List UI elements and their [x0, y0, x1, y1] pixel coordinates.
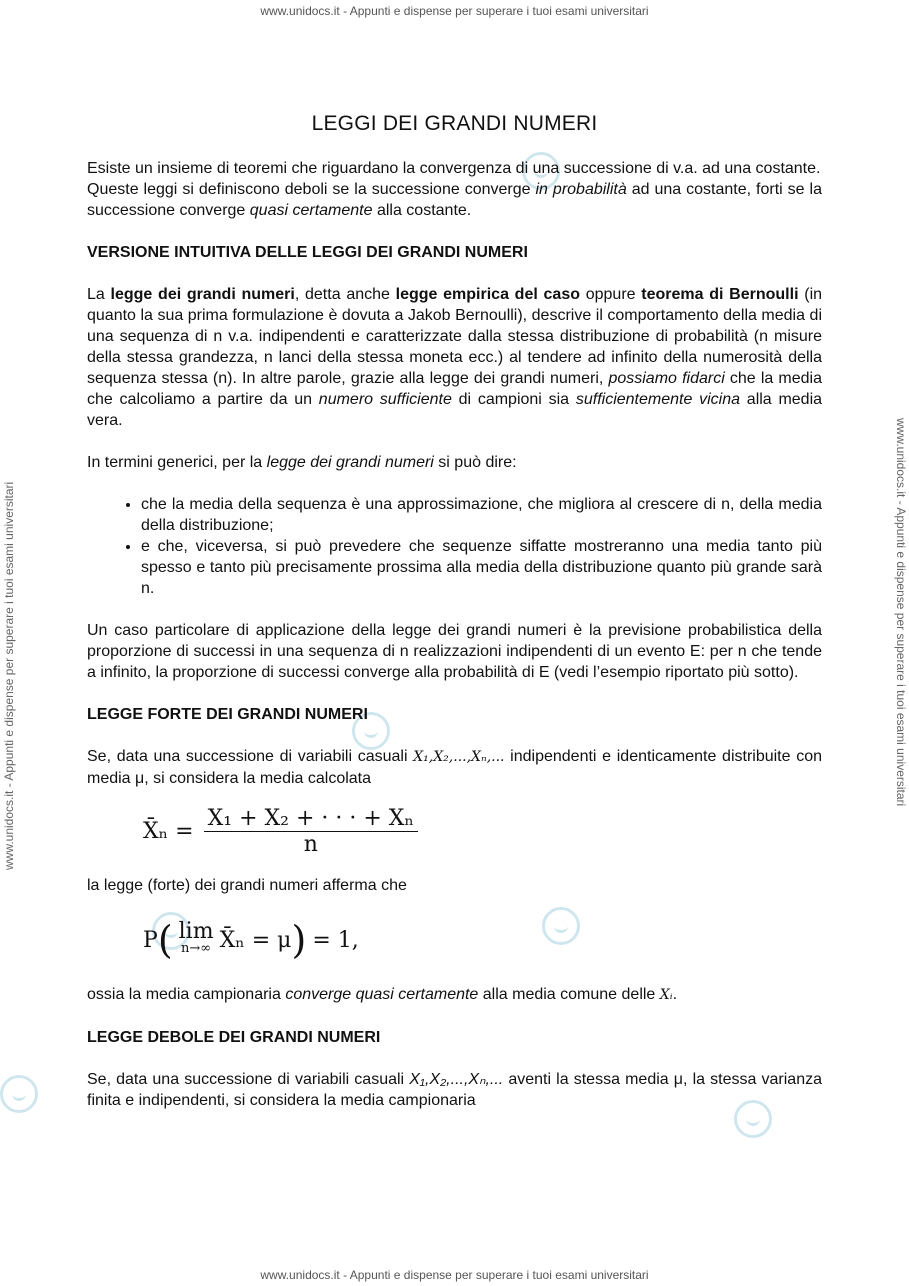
document-body — [87, 110, 822, 1132]
section2-paragraph-3: ossia la media campionaria converge quasi certamente alla media comune delle Xᵢ. — [87, 986, 678, 1003]
watermark-bottom: www.unidocs.it - Appunti e dispense per superare i tuoi esami universitari — [260, 1268, 649, 1282]
bullet-list — [87, 494, 822, 599]
list-item: • che la media della sequenza è una approssimazione, che migliora al crescere di n, della media della distribuzione; — [141, 494, 822, 536]
section-heading-intuitive: VERSIONE INTUITIVA DELLE LEGGI DEI GRANDI NUMERI — [87, 244, 528, 261]
section-heading-strong-law: LEGGE FORTE DEI GRANDI NUMERI — [87, 706, 368, 723]
watermark-right: www.unidocs.it - Appunti e dispense per superare i tuoi esami universitari — [894, 418, 908, 807]
section1-paragraph-3: Un caso particolare di applicazione della legge dei grandi numeri è la previsione probabilistica della proporzione di successi in una sequenza di n realizzazioni indipendenti di un evento E: per n che tende a infinito, la proporzione di successi converge alla probabilità di E (vedi l’esempio riportato più sotto). — [87, 622, 822, 681]
section1-paragraph-2: In termini generici, per la legge dei grandi numeri si può dire: — [87, 454, 517, 471]
list-item: • e che, viceversa, si può prevedere che sequenze siffatte mostreranno una media tanto più spesso e tanto più precisamente prossima alla media della distribuzione quanto più grande sarà n. — [141, 536, 822, 599]
section2-paragraph-2: la legge (forte) dei grandi numeri afferma che — [87, 877, 407, 894]
section3-paragraph-1: Se, data una successione di variabili casuali X₁,X₂,...,Xₙ,... aventi la stessa media μ, la stessa varianza finita e indipendenti, si considera la media campionaria — [87, 1071, 822, 1109]
page-title: LEGGI DEI GRANDI NUMERI — [311, 112, 598, 135]
formula-sample-mean: X̄ₙ = $\frac{\text{X₁ + X₂ + · · · + Xₙ}}{n}$ — [143, 801, 822, 861]
intro-paragraph-2: Queste leggi si definiscono deboli se la successione converge in probabilità ad una costante, forti se la successione converge quasi certamente alla costante. — [87, 181, 822, 219]
formula-strong-law: P ( lim n→∞ X̄ₙ = μ ) = 1, — [143, 918, 359, 962]
watermark-left: www.unidocs.it - Appunti e dispense per superare i tuoi esami universitari — [2, 481, 16, 870]
watermark-top: www.unidocs.it - Appunti e dispense per superare i tuoi esami universitari — [260, 4, 649, 18]
section2-paragraph-1: Se, data una successione di variabili casuali X₁,X₂,...,Xₙ,... indipendenti e identicamente distribuite con media μ, si considera la media calcolata — [87, 748, 823, 787]
intro-paragraph-1: Esiste un insieme di teoremi che riguardano la convergenza di una successione di v.a. ad una costante. — [87, 160, 821, 177]
section-heading-weak-law: LEGGE DEBOLE DEI GRANDI NUMERI — [87, 1029, 381, 1046]
watermark-logo-icon — [0, 1075, 38, 1113]
section1-paragraph-1: La legge dei grandi numeri, detta anche legge empirica del caso oppure teorema di Bernoulli (in quanto la sua prima formulazione è dovuta a Jakob Bernoulli), descrive il comportamento della media di una sequenza di n v.a. indipendenti e caratterizzate dalla stessa distribuzione di probabilità (n misure della stessa grandezza, n lanci della stessa moneta ecc.) al tendere ad infinito della numerosità della sequenza stessa (n). In altre parole, grazie alla legge dei grandi numeri, possiamo fidarci che la media che calcoliamo a partire da un numero sufficiente di campioni sia sufficientemente vicina alla media vera. — [87, 286, 823, 429]
